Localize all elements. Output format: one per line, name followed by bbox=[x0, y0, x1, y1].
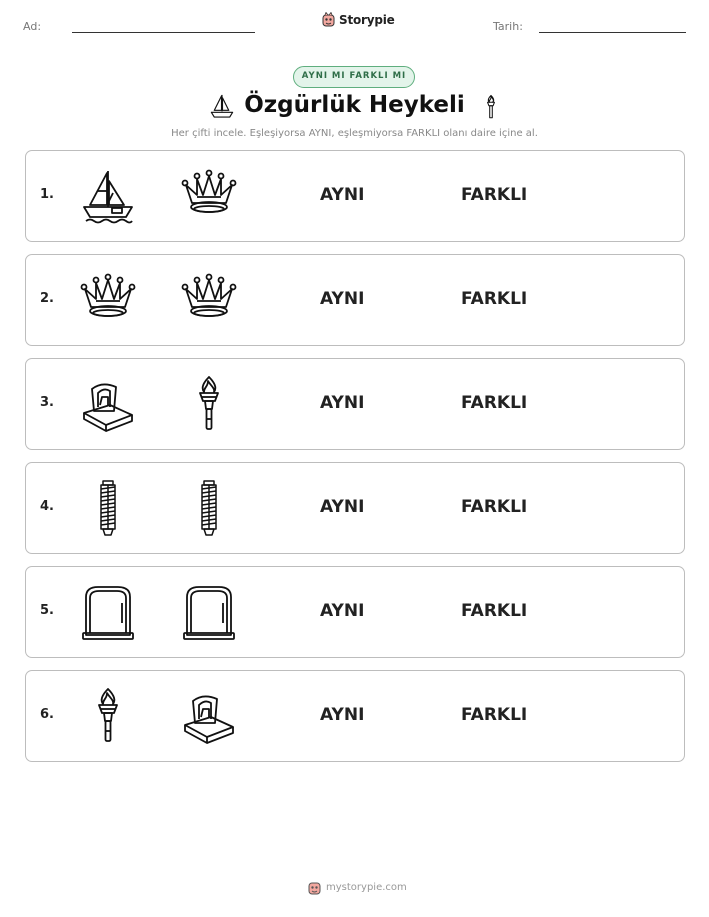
statue-pedestal-icon bbox=[80, 375, 136, 433]
sailboat-icon bbox=[80, 167, 136, 225]
date-label: Tarih: bbox=[493, 20, 523, 33]
choice-same[interactable]: AYNI bbox=[320, 185, 365, 205]
spiral-column-icon bbox=[80, 479, 136, 537]
crown-icon bbox=[181, 271, 237, 329]
spiral-column-icon bbox=[181, 479, 237, 537]
name-line[interactable] bbox=[72, 32, 255, 33]
question-number: 2. bbox=[40, 291, 54, 306]
question-number: 1. bbox=[40, 187, 54, 202]
worksheet-title: Özgürlük Heykeli bbox=[244, 92, 465, 118]
brand-logo bbox=[322, 12, 395, 27]
torch-icon bbox=[181, 375, 237, 433]
torch-icon bbox=[80, 687, 136, 745]
crown-icon bbox=[181, 167, 237, 225]
question-row bbox=[25, 150, 685, 242]
tablet-icon bbox=[80, 583, 136, 641]
choice-same[interactable]: AYNI bbox=[320, 601, 365, 621]
question-row bbox=[25, 462, 685, 554]
question-number: 4. bbox=[40, 499, 54, 514]
worksheet-type-badge: AYNI MI FARKLI MI bbox=[293, 66, 415, 88]
torch-icon bbox=[479, 92, 503, 122]
question-number: 5. bbox=[40, 603, 54, 618]
choice-different[interactable]: FARKLI bbox=[461, 289, 528, 309]
footer bbox=[308, 880, 407, 895]
choice-different[interactable]: FARKLI bbox=[461, 497, 528, 517]
question-row bbox=[25, 358, 685, 450]
choice-different[interactable]: FARKLI bbox=[461, 705, 528, 725]
choice-same[interactable]: AYNI bbox=[320, 705, 365, 725]
crown-icon bbox=[80, 271, 136, 329]
question-number: 6. bbox=[40, 707, 54, 722]
instructions: Her çifti incele. Eşleşiyorsa AYNI, eşleşmiyorsa FARKLI olanı daire içine al. bbox=[171, 128, 538, 139]
choice-same[interactable]: AYNI bbox=[320, 393, 365, 413]
question-row bbox=[25, 670, 685, 762]
date-line[interactable] bbox=[539, 32, 686, 33]
choice-different[interactable]: FARKLI bbox=[461, 601, 528, 621]
storypie-mascot-icon bbox=[322, 12, 335, 27]
name-label: Ad: bbox=[23, 20, 42, 33]
choice-different[interactable]: FARKLI bbox=[461, 393, 528, 413]
brand-name: Storypie bbox=[339, 12, 395, 27]
statue-pedestal-icon bbox=[181, 687, 237, 745]
question-row bbox=[25, 254, 685, 346]
footer-url[interactable]: mystorypie.com bbox=[326, 882, 407, 893]
question-row bbox=[25, 566, 685, 658]
choice-same[interactable]: AYNI bbox=[320, 289, 365, 309]
question-number: 3. bbox=[40, 395, 54, 410]
choice-different[interactable]: FARKLI bbox=[461, 185, 528, 205]
choice-same[interactable]: AYNI bbox=[320, 497, 365, 517]
storypie-mascot-icon bbox=[308, 880, 321, 895]
tablet-icon bbox=[181, 583, 237, 641]
